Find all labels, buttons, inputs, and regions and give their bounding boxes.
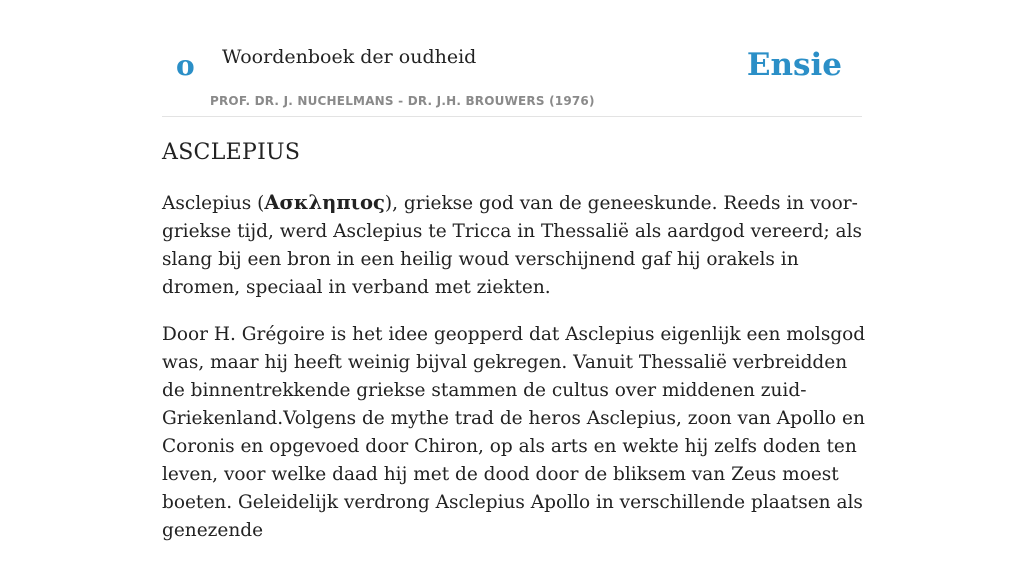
article-headword: ASCLEPIUS xyxy=(162,140,301,165)
ensie-logo-link[interactable]: Ensie xyxy=(746,47,842,83)
page-header xyxy=(162,0,862,117)
greek-term: Ασκληπιος xyxy=(264,191,385,214)
paragraph-text: Asclepius ( xyxy=(162,193,265,214)
article-body xyxy=(162,140,866,564)
paragraph-text: ), griekse god van de geneeskunde. Reeds in voor-griekse tijd, werd Asclepius te Tricca in Thessalië als aardgod vereerd; als slang bij een bron in een heilig woud verschijnend gaf hij orakels in dromen, speciaal in verband met ziekten. xyxy=(162,193,862,298)
book-authors: PROF. DR. J. NUCHELMANS - DR. J.H. BROUWERS (1976) xyxy=(210,94,595,108)
article-paragraph-1 xyxy=(162,189,866,302)
index-letter-link[interactable]: o xyxy=(176,49,195,82)
article-paragraph-2: Door H. Grégoire is het idee geopperd dat Asclepius eigenlijk een molsgod was, maar hij heeft weinig bijval gekregen. Vanuit Thessalië verbreidden de binnentrekkende griekse stammen de cultus over middenen zuid-Griekenland.Volgens de mythe trad de heros Asclepius, zoon van Apollo en Coronis en opgevoed door Chiron, op als arts en wekte hij zelfs doden ten leven, voor welke daad hij met de dood door de bliksem van Zeus moest boeten. Geleidelijk verdrong Asclepius Apollo in verschillende plaatsen als genezende xyxy=(162,324,866,541)
book-title-link[interactable]: Woordenboek der oudheid xyxy=(222,46,477,68)
